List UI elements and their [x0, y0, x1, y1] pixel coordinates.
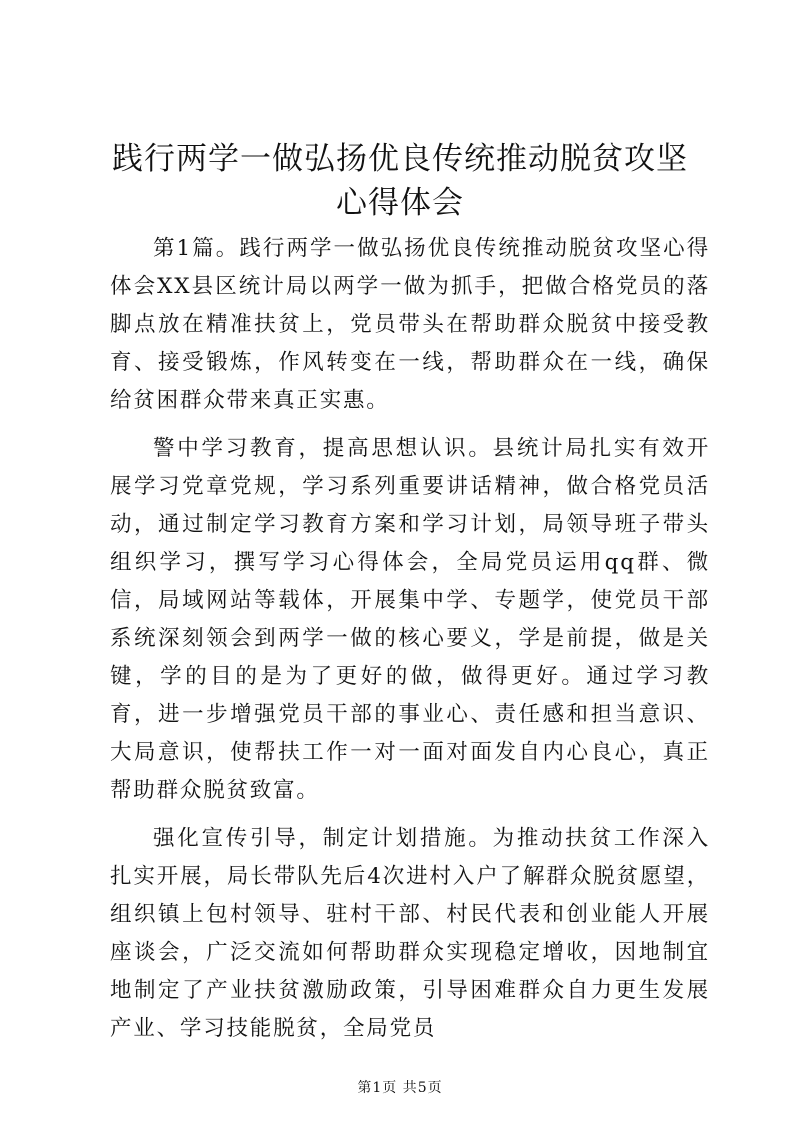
page-number-footer: 第1页 共5页 [357, 1080, 443, 1096]
paragraph-spacer [110, 420, 710, 430]
paragraph-intro: 第1篇。践行两学一做弘扬优良传统推动脱贫攻坚心得体会XX县区统计局以两学一做为抓手，把做合格党员的落脚点放在精准扶贫上，党员带头在帮助群众脱贫中接受教育、接受锻炼，作风转变在一线，帮助群众在一线，确保给贫困群众带来真正实惠。 [110, 236, 710, 413]
paragraph-publicity-guidance: 强化宣传引导，制定计划措施。为推动扶贫工作深入扎实开展，局长带队先后4次进村入户了解群众脱贫愿望，组织镇上包村领导、驻村干部、村民代表和创业能人开展座谈会，广泛交流如何帮助群众实现稳定增收，因地制宜地制定了产业扶贫激励政策，引导困难群众自力更生发展产业、学习技能脱贫，全局党员 [110, 826, 710, 1041]
document-title: 践行两学一做弘扬优良传统推动脱贫攻坚心得体会 [112, 141, 688, 221]
paragraph-spacer [110, 810, 710, 820]
document-body [110, 230, 710, 1048]
paragraph-study-education: 警中学习教育，提高思想认识。县统计局扎实有效开展学习党章党规，学习系列重要讲话精神，做合格党员活动，通过制定学习教育方案和学习计划，局领导班子带头组织学习，撰写学习心得体会，全局党员运用qq群、微信，局域网站等载体，开展集中学、专题学，使党员干部系统深刻领会到两学一做的核心要义，学是前提，做是关键，学的目的是为了更好的做，做得更好。通过学习教育，进一步增强党员干部的事业心、责任感和担当意识、大局意识，使帮扶工作一对一面对面发自内心良心，真正帮助群众脱贫致富。 [110, 436, 710, 803]
